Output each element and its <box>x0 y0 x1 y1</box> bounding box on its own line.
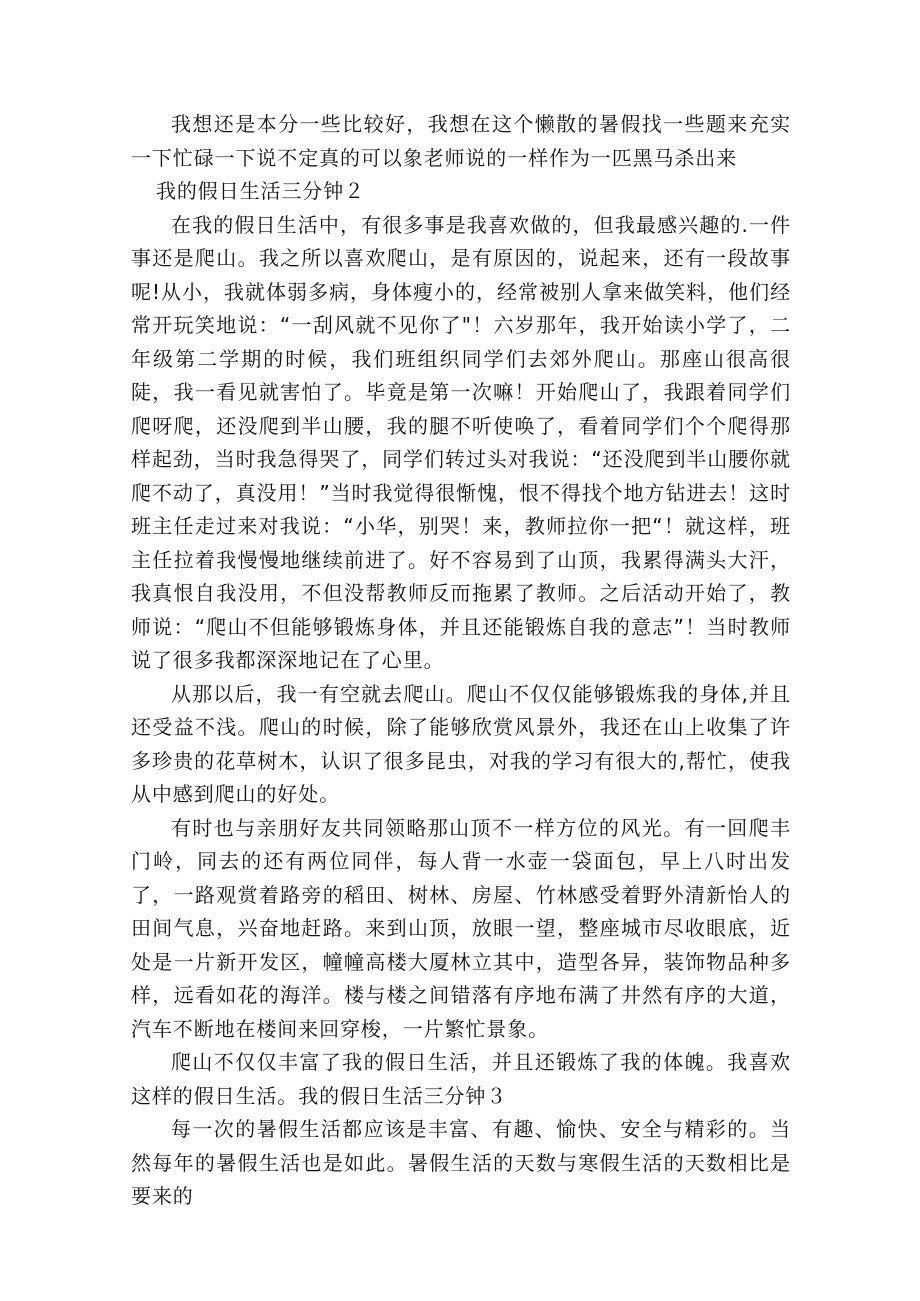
paragraph: 有时也与亲朋好友共同领略那山顶不一样方位的风光。有一回爬丰门岭，同去的还有两位同伴，每人背一水壶一袋面包，早上八时出发了，一路观赏着路旁的稻田、树林、房屋、竹林感受着野外清新怡人的田间气息，兴奋地赶路。来到山顶，放眼一望，整座城市尽收眼底，近处是一片新开发区，幢幢高楼大厦林立其中，造型各异，装饰物品种多样，远看如花的海洋。楼与楼之间错落有序地布满了井然有序的大道，汽车不断地在楼间来回穿梭，一片繁忙景象。 <box>131 815 791 1041</box>
paragraph: 在我的假日生活中，有很多事是我喜欢做的，但我最感兴趣的.一件事还是爬山。我之所以喜欢爬山，是有原因的，说起来，还有一段故事呢!从小，我就体弱多病，身体瘦小的，经常被别人拿来做笑料，他们经常开玩笑地说：“一刮风就不见你了"！六岁那年，我开始读小学了，二年级第二学期的时候，我们班组织同学们去郊外爬山。那座山很高很陡，我一看见就害怕了。毕竟是第一次嘛！开始爬山了，我跟着同学们爬呀爬，还没爬到半山腰，我的腿不听使唤了，看着同学们个个爬得那样起劲，当时我急得哭了，同学们转过头对我说：“还没爬到半山腰你就爬不动了，真没用！”当时我觉得很惭愧，恨不得找个地方钻进去！这时班主任走过来对我说：“小华，别哭！来，教师拉你一把“！就这样，班主任拉着我慢慢地继续前进了。好不容易到了山顶，我累得满头大汗，我真恨自我没用，不但没帮教师反而拖累了教师。之后活动开始了，教师说：“爬山不但能够锻炼身体，并且还能锻炼自我的意志”！当时教师说了很多我都深深地记在了心里。 <box>131 212 791 672</box>
section-heading: 我的假日生活三分钟２ <box>156 179 365 203</box>
paragraph: 爬山不仅仅丰富了我的假日生活，并且还锻炼了我的体魄。我喜欢这样的假日生活。我的假日生活三分钟３ <box>131 1050 791 1108</box>
paragraph: 我想还是本分一些比较好，我想在这个懒散的暑假找一些题来充实一下忙碌一下说不定真的可以象老师说的一样作为一匹黑马杀出来 <box>131 112 791 170</box>
paragraph: 从那以后，我一有空就去爬山。爬山不仅仅能够锻炼我的身体,并且还受益不浅。爬山的时候，除了能够欣赏风景外，我还在山上收集了许多珍贵的花草树木，认识了很多昆虫，对我的学习有很大的,帮忙，使我从中感到爬山的好处。 <box>131 681 791 806</box>
document-body <box>131 108 791 1214</box>
paragraph: 每一次的暑假生活都应该是丰富、有趣、愉快、安全与精彩的。当然每年的暑假生活也是如此。暑假生活的天数与寒假生活的天数相比是要来的 <box>131 1117 791 1208</box>
